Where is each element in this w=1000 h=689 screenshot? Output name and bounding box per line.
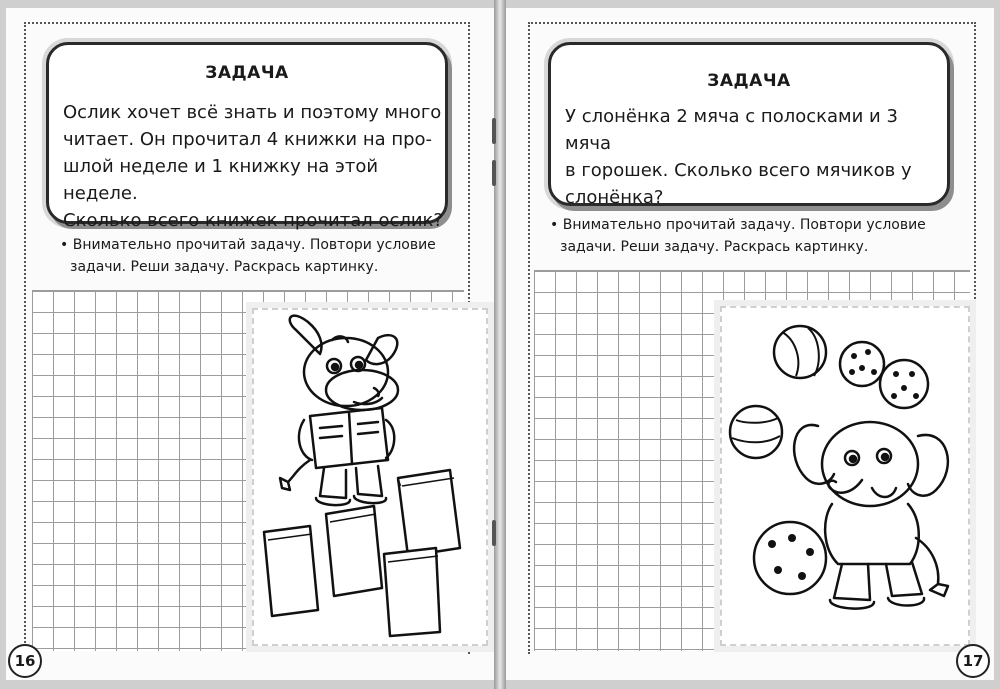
task-line: У слонёнка 2 мяча с полосками и 3 мяча — [565, 106, 898, 154]
task-title: ЗАДАЧА — [707, 71, 791, 91]
elephant-with-balls-icon — [722, 308, 968, 644]
instruction-line: задачи. Реши задачу. Раскрась картинку. — [70, 259, 379, 275]
task-line: Ослик хочет всё знать и поэтому много — [63, 102, 442, 123]
page-number: 17 — [956, 644, 990, 678]
task-line: в горошек. Сколько всего мячиков у — [565, 160, 912, 181]
instruction-line: • Внимательно прочитай задачу. Повтори условие — [60, 237, 436, 253]
task-line: Сколько всего книжек прочитал ослик? — [63, 210, 443, 231]
donkey-reading-books-icon — [254, 310, 486, 644]
instruction-text — [550, 214, 926, 258]
task-box — [548, 42, 950, 206]
task-title: ЗАДАЧА — [205, 63, 289, 83]
right-page — [506, 8, 994, 680]
task-line: шлой неделе и 1 книжку на этой неделе. — [63, 156, 379, 204]
task-line: читает. Он прочитал 4 книжки на про- — [63, 129, 433, 150]
page-number: 16 — [8, 644, 42, 678]
task-line: слонёнка? — [565, 187, 664, 208]
binding-mark — [492, 520, 496, 546]
task-box — [46, 42, 448, 231]
binding-mark — [492, 118, 496, 144]
illustration-card — [252, 308, 488, 646]
instruction-line: задачи. Реши задачу. Раскрась картинку. — [560, 239, 869, 255]
instruction-text — [60, 234, 436, 278]
book-gutter — [494, 0, 506, 689]
task-text — [565, 103, 947, 211]
binding-mark — [492, 160, 496, 186]
instruction-line: • Внимательно прочитай задачу. Повтори условие — [550, 217, 926, 233]
task-text — [63, 99, 445, 234]
illustration-card — [720, 306, 970, 646]
left-page — [6, 8, 494, 680]
